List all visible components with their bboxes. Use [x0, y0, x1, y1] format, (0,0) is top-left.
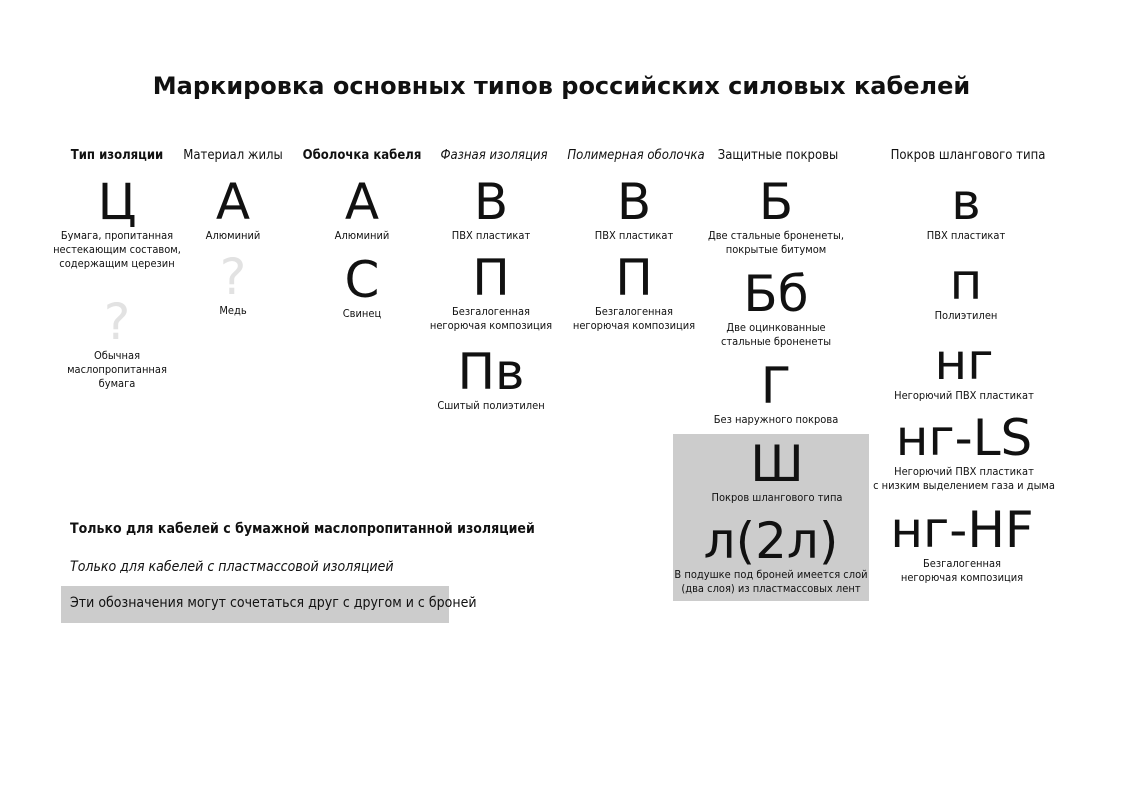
code-letter: В — [616, 173, 652, 231]
code-item-phase-pvc — [452, 175, 530, 243]
placeholder-question-mark: ? — [219, 248, 247, 306]
code-desc: Негорючий ПВХ пластикат — [894, 465, 1034, 478]
code-letter: нг — [934, 333, 994, 391]
header-protective-covers: Защитные покровы — [717, 148, 839, 163]
code-desc: ПВХ пластикат — [926, 229, 1006, 242]
code-item-polymer-pvc — [595, 175, 673, 243]
code-desc: Полиэтилен — [934, 309, 998, 322]
code-item-hose-polyethylene — [935, 255, 998, 323]
code-item-hose-ng — [894, 335, 1034, 403]
code-item-steel-armour — [708, 175, 844, 257]
code-letter: С — [344, 251, 380, 309]
header-hose-cover: Покров шлангового типа — [890, 148, 1046, 163]
code-desc: ПВХ пластикат — [594, 229, 674, 242]
code-desc: В подушке под броней имеется слой — [674, 568, 868, 581]
code-desc: Алюминий — [205, 229, 261, 242]
code-desc: Бумага, пропитанная — [60, 229, 174, 242]
code-desc: нестекающим составом, — [53, 243, 181, 256]
code-desc: Негорючий ПВХ пластикат — [894, 389, 1034, 402]
code-item-polymer-halogen-free — [573, 251, 695, 333]
code-desc: негорючая композиция — [900, 571, 1024, 584]
header-cable-sheath: Оболочка кабеля — [302, 148, 422, 163]
code-desc: Алюминий — [334, 229, 390, 242]
code-item-plastic-tape-cushion — [674, 514, 867, 596]
code-desc: Две оцинкованные — [726, 321, 826, 334]
code-item-hose-ng-ls — [873, 411, 1055, 493]
code-item-lead-sheath — [343, 253, 381, 321]
code-desc: Две стальные броненеты, — [707, 229, 845, 242]
code-item-no-outer-cover — [714, 359, 839, 427]
code-letter: Ш — [750, 435, 804, 493]
code-desc: Безгалогенная — [451, 305, 531, 318]
code-desc: Покров шлангового типа — [711, 491, 843, 504]
code-item-copper-core — [219, 250, 246, 318]
code-item-cerezin-paper — [53, 175, 181, 271]
code-letter: П — [615, 249, 653, 307]
code-desc: Безгалогенная — [922, 557, 1002, 570]
code-letter: В — [473, 173, 509, 231]
code-item-oil-paper — [67, 295, 167, 391]
header-polymer-sheath: Полимерная оболочка — [567, 148, 705, 163]
code-item-phase-halogen-free — [430, 251, 552, 333]
code-letter: Б — [758, 173, 794, 231]
code-desc: маслопропитанная — [67, 363, 167, 376]
legend-paper-only: Только для кабелей с бумажной маслопропитанной изоляцией — [70, 521, 535, 537]
code-item-aluminium-core — [206, 175, 261, 243]
code-desc: покрытые битумом — [725, 243, 827, 256]
header-insulation-type: Тип изоляции — [70, 148, 164, 163]
header-phase-insulation: Фазная изоляция — [440, 148, 548, 163]
code-desc: с низким выделением газа и дыма — [873, 479, 1055, 492]
code-item-phase-xlpe — [437, 345, 544, 413]
code-letter: А — [344, 173, 380, 231]
code-letter: П — [472, 249, 510, 307]
legend-combinable: Эти обозначения могут сочетаться друг с другом и с броней — [70, 595, 477, 611]
code-desc: ПВХ пластикат — [451, 229, 531, 242]
legend-plastic-only: Только для кабелей с пластмассовой изоляцией — [70, 559, 394, 575]
code-desc: Без наружного покрова — [713, 413, 839, 426]
code-item-aluminium-sheath — [335, 175, 390, 243]
code-desc: Сшитый полиэтилен — [437, 399, 545, 412]
code-letter: Бб — [743, 265, 809, 323]
header-core-material: Материал жилы — [183, 148, 283, 163]
code-item-hose-cover — [712, 437, 843, 505]
code-desc: Свинец — [342, 307, 382, 320]
code-letter: л(2л) — [703, 512, 839, 570]
code-desc: бумага — [98, 377, 136, 390]
code-item-hose-pvc — [927, 175, 1005, 243]
code-desc: (два слоя) из пластмассовых лент — [681, 582, 861, 595]
code-desc: негорючая композиция — [572, 319, 696, 332]
code-letter: А — [215, 173, 251, 231]
code-letter: нг-HF — [890, 501, 1034, 559]
code-desc: содержащим церезин — [59, 257, 175, 270]
code-desc: Безгалогенная — [594, 305, 674, 318]
code-item-hose-ng-hf — [890, 503, 1033, 585]
code-letter: в — [951, 173, 981, 231]
code-letter: п — [949, 253, 983, 311]
code-desc: негорючая композиция — [429, 319, 553, 332]
code-desc: Медь — [219, 304, 247, 317]
code-desc: Обычная — [93, 349, 141, 362]
code-item-galvanized-armour — [721, 267, 831, 349]
code-letter: нг-LS — [895, 409, 1033, 467]
code-letter: Г — [760, 357, 792, 415]
code-desc: стальные броненеты — [720, 335, 832, 348]
placeholder-question-mark: ? — [103, 293, 131, 351]
page-title: Маркировка основных типов российских силовых кабелей — [152, 72, 971, 100]
code-letter: Ц — [97, 173, 137, 231]
code-letter: Пв — [457, 343, 525, 401]
